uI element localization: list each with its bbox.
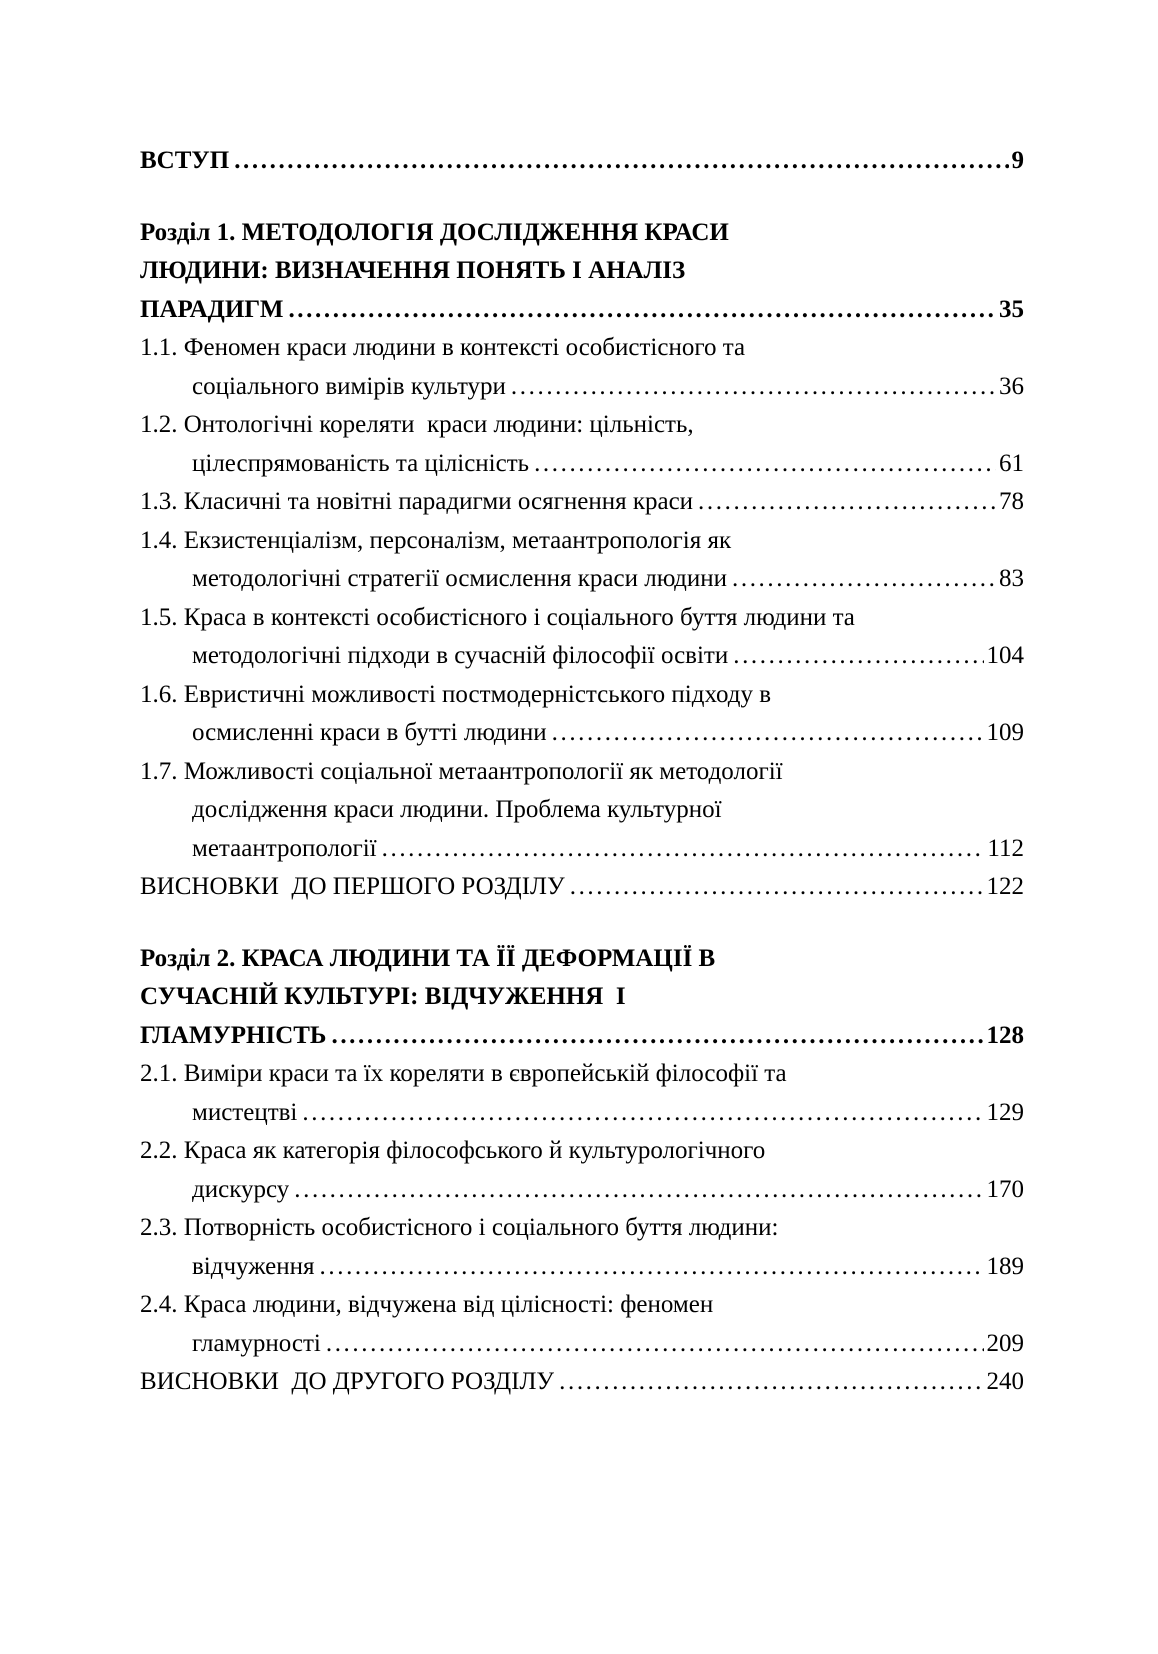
toc-entry-text: осмисленні краси в бутті людини	[192, 719, 547, 746]
toc-entry-text: Розділ 1. МЕТОДОЛОГІЯ ДОСЛІДЖЕННЯ КРАСИ	[140, 218, 729, 246]
toc-entry-line	[140, 1209, 1024, 1248]
toc-entry-text: дослідження краси людини. Проблема культурної	[192, 796, 722, 823]
toc-entry-text: 1.6. Евристичні можливості постмодерністського підходу в	[140, 680, 772, 708]
toc-entry-text: ВИСНОВКИ ДО ПЕРШОГО РОЗДІЛУ	[140, 873, 565, 900]
toc-entry-line	[140, 637, 1024, 676]
toc-entry-line	[140, 791, 1024, 830]
toc-entry-line	[140, 1132, 1024, 1171]
toc-entry	[140, 406, 1024, 483]
toc-page-number: 209	[986, 1329, 1024, 1357]
toc-entry-text: 2.2. Краса як категорія філософського й культурологічного	[140, 1137, 766, 1164]
toc-entry	[140, 1209, 1024, 1286]
toc-entries	[140, 142, 1024, 1402]
toc-page-number: 35	[999, 295, 1024, 323]
toc-entry-line	[140, 522, 1024, 561]
toc-entry-text: ПАРАДИГМ	[140, 295, 284, 323]
toc-entry-text: цілеспрямованість та цілісність	[192, 449, 530, 477]
dot-leader	[511, 368, 996, 407]
dot-leader	[331, 1017, 983, 1056]
toc-entry	[140, 522, 1024, 599]
toc-entry-line	[140, 1286, 1024, 1325]
toc-entry	[140, 1132, 1024, 1209]
toc-entry-text: 1.4. Екзистенціалізм, персоналізм, метаантропологія як	[140, 526, 732, 554]
dot-leader	[732, 560, 996, 599]
toc-entry-line	[140, 1363, 1024, 1402]
toc-entry-text: мистецтві	[192, 1098, 298, 1126]
toc-page-number: 36	[999, 372, 1024, 400]
toc-entry-text: 2.4. Краса людини, відчужена від цілісності: феномен	[140, 1291, 714, 1318]
toc-page-number: 83	[999, 565, 1024, 592]
toc-entry-line	[140, 753, 1024, 792]
toc-page-number: 189	[986, 1252, 1024, 1280]
toc-entry	[140, 599, 1024, 676]
toc-page-number: 170	[986, 1175, 1024, 1203]
toc-page-number: 61	[999, 449, 1024, 477]
dot-leader	[326, 1325, 984, 1364]
toc-entry-text: ВИСНОВКИ ДО ДРУГОГО РОЗДІЛУ	[140, 1368, 555, 1395]
toc-entry-line	[140, 329, 1024, 368]
toc-entry-text: 1.1. Феномен краси людини в контексті особистісного та	[140, 334, 746, 361]
dot-leader	[698, 483, 996, 522]
dot-leader	[382, 830, 985, 869]
toc-entry	[140, 753, 1024, 869]
toc-entry	[140, 483, 1024, 522]
toc-entry-line	[140, 142, 1024, 181]
toc-page-number: 9	[1011, 147, 1024, 174]
dot-leader	[288, 291, 996, 330]
toc-entry-text: ЛЮДИНИ: ВИЗНАЧЕННЯ ПОНЯТЬ І АНАЛІЗ	[140, 257, 686, 284]
toc-entry-line	[140, 1248, 1024, 1287]
toc-entry-text: 2.3. Потворність особистісного і соціального буття людини:	[140, 1214, 779, 1241]
toc-entry-text: метаантропології	[192, 834, 377, 862]
toc-page-number: 128	[986, 1021, 1024, 1049]
dot-leader	[234, 142, 1008, 181]
toc-entry	[140, 329, 1024, 406]
toc-entry-line	[140, 483, 1024, 522]
toc-entry-line	[140, 406, 1024, 445]
toc-entry	[140, 676, 1024, 753]
dot-leader	[302, 1094, 983, 1133]
toc-entry	[140, 1286, 1024, 1363]
toc-entry-text: ВСТУП	[140, 147, 230, 174]
toc-entry-line	[140, 868, 1024, 907]
toc-entry-line	[140, 291, 1024, 330]
toc-entry-text: 1.5. Краса в контексті особистісного і соціального буття людини та	[140, 603, 855, 631]
toc-page-number: 104	[986, 642, 1024, 669]
toc-entry-line	[140, 252, 1024, 291]
toc-entry	[140, 868, 1024, 907]
toc-entry-text: відчуження	[192, 1252, 315, 1280]
dot-leader	[534, 445, 996, 484]
toc-entry-text: 2.1. Виміри краси та їх кореляти в європейській філософії та	[140, 1060, 787, 1087]
toc-page-number: 129	[986, 1098, 1024, 1126]
dot-leader	[294, 1171, 983, 1210]
toc-page-number: 112	[987, 834, 1024, 862]
toc-entry-text: 1.3. Класичні та новітні парадигми осягнення краси	[140, 488, 694, 515]
toc-entry-text: ГЛАМУРНІСТЬ	[140, 1021, 327, 1049]
toc-entry-text: гламурності	[192, 1329, 321, 1357]
toc-entry-text: Розділ 2. КРАСА ЛЮДИНИ ТА ЇЇ ДЕФОРМАЦІЇ В	[140, 944, 716, 972]
toc-entry-line	[140, 214, 1024, 253]
toc-entry-line	[140, 978, 1024, 1017]
toc-entry-text: методологічні підходи в сучасній філософії освіти	[192, 642, 729, 669]
dot-leader	[559, 1363, 983, 1402]
toc-entry	[140, 1363, 1024, 1402]
toc-entry-text: дискурсу	[192, 1175, 290, 1203]
toc-entry	[140, 1055, 1024, 1132]
toc-entry-line	[140, 1055, 1024, 1094]
toc-entry	[140, 940, 1024, 1056]
toc-entry-line	[140, 445, 1024, 484]
toc-entry	[140, 142, 1024, 181]
toc-entry-text: 1.7. Можливості соціальної метаантропології як методології	[140, 757, 783, 785]
toc-entry-line	[140, 368, 1024, 407]
dot-leader	[570, 868, 984, 907]
dot-leader	[320, 1248, 984, 1287]
toc-entry-text: соціального вимірів культури	[192, 372, 506, 400]
toc-entry-line	[140, 830, 1024, 869]
toc-entry-text: СУЧАСНІЙ КУЛЬТУРІ: ВІДЧУЖЕННЯ І	[140, 983, 626, 1010]
toc-entry-line	[140, 714, 1024, 753]
toc-entry-line	[140, 560, 1024, 599]
toc-entry-line	[140, 940, 1024, 979]
dot-leader	[552, 714, 984, 753]
toc-entry-line	[140, 1325, 1024, 1364]
toc-entry-line	[140, 676, 1024, 715]
dot-leader	[733, 637, 983, 676]
toc-entry-text: методологічні стратегії осмислення краси людини	[192, 565, 727, 592]
toc-page-number: 240	[986, 1368, 1024, 1395]
toc-entry-text: 1.2. Онтологічні кореляти краси людини: цільність,	[140, 411, 694, 438]
toc-page-number: 122	[986, 873, 1024, 900]
toc-entry-line	[140, 599, 1024, 638]
toc-entry-line	[140, 1094, 1024, 1133]
toc-entry-line	[140, 1171, 1024, 1210]
toc-entry-line	[140, 1017, 1024, 1056]
toc-entry	[140, 214, 1024, 330]
toc-page-number: 78	[999, 488, 1024, 515]
toc-page-number: 109	[986, 719, 1024, 746]
